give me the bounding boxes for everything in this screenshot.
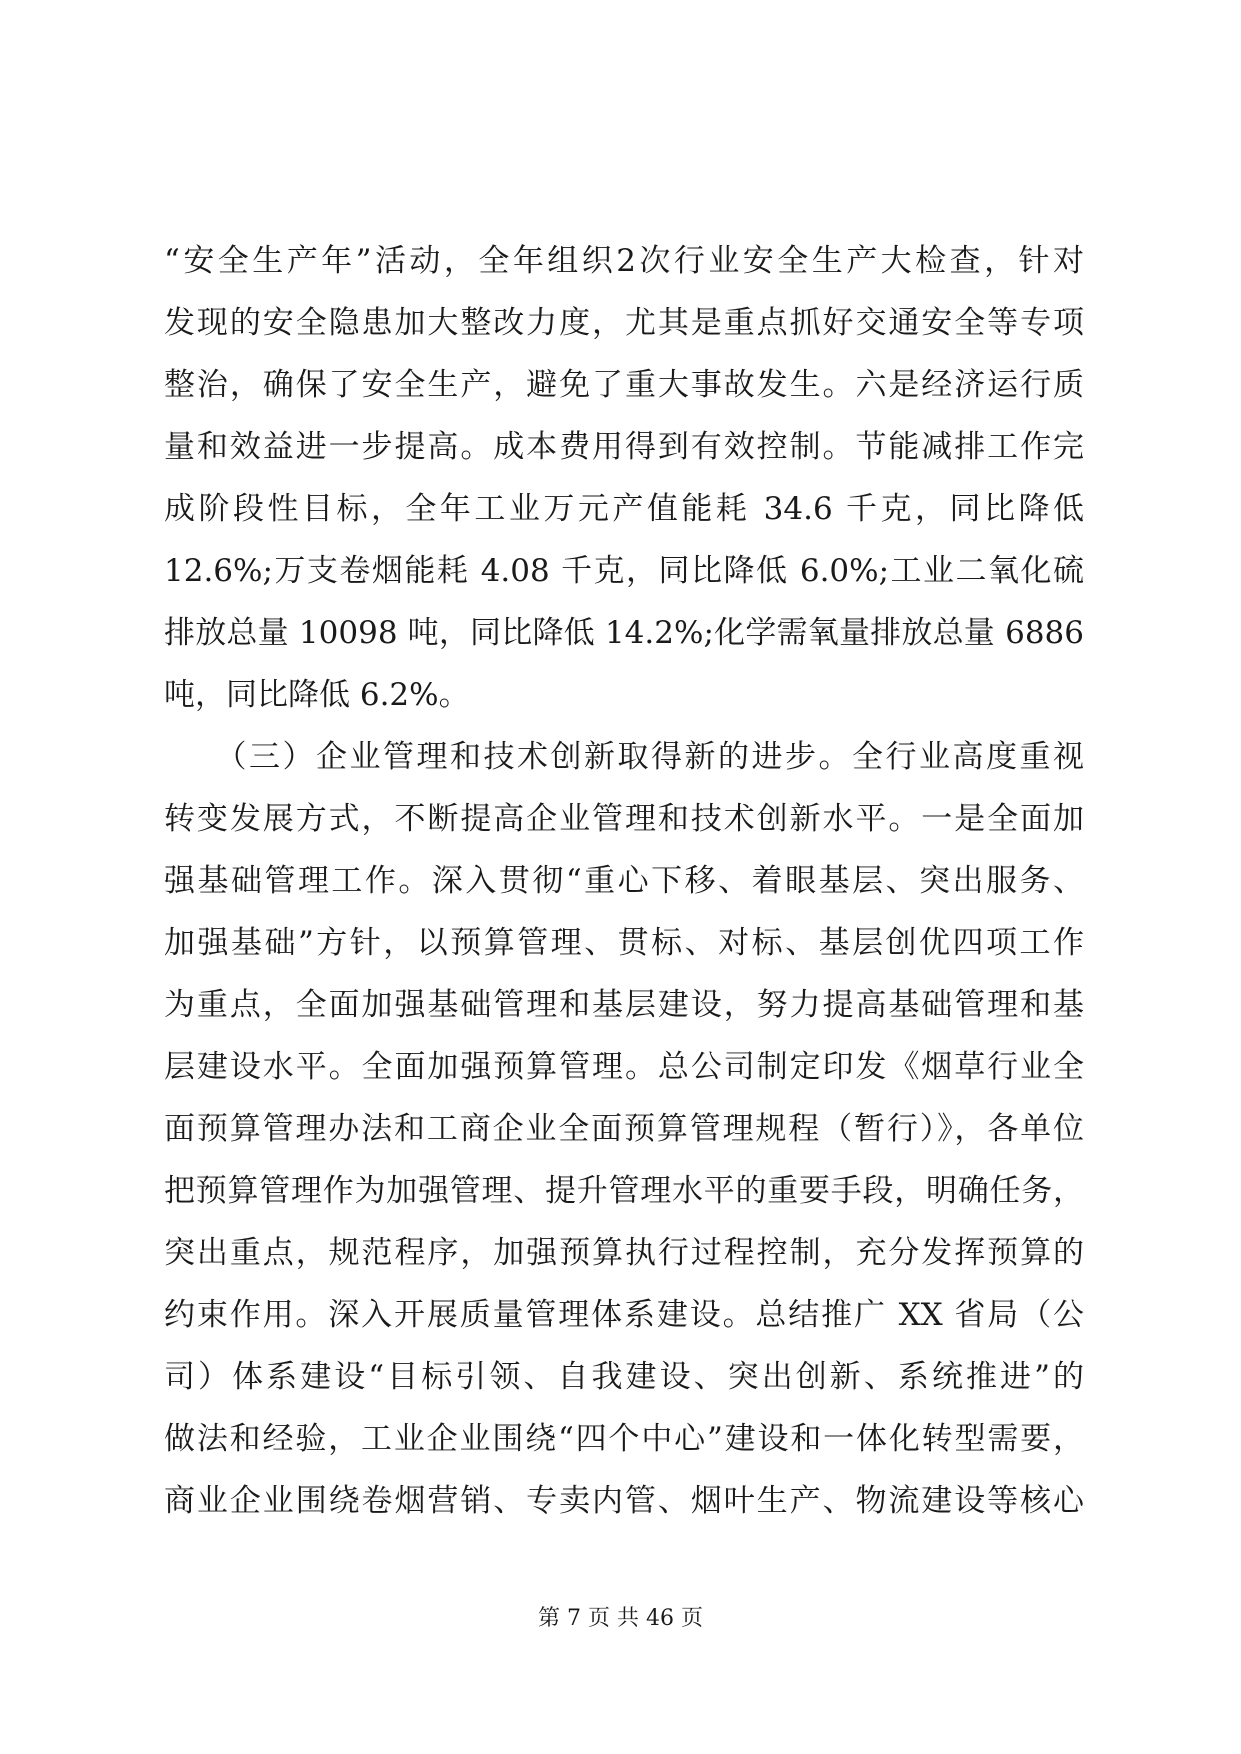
text-line: 约束作用。深入开展质量管理体系建设。总结推广 XX 省局（公 [164,1297,1084,1333]
text-line: 加强基础”方针，以预算管理、贯标、对标、基层创优四项工作 [164,925,1084,961]
text-line: 转变发展方式，不断提高企业管理和技术创新水平。一是全面加 [164,801,1084,837]
text-line: 层建设水平。全面加强预算管理。总公司制定印发《烟草行业全 [164,1049,1084,1085]
page-footer: 第 7 页 共 46 页 [538,1606,703,1631]
text-line: 商业企业围绕卷烟营销、专卖内管、烟叶生产、物流建设等核心 [164,1483,1084,1519]
text-line: 量和效益进一步提高。成本费用得到有效控制。节能减排工作完 [164,429,1084,465]
text-line: 成阶段性目标，全年工业万元产值能耗 34.6 千克，同比降低 [164,491,1084,527]
text-line: 发现的安全隐患加大整改力度，尤其是重点抓好交通安全等专项 [164,305,1084,341]
body-text [164,230,1084,1532]
text-line: 面预算管理办法和工商企业全面预算管理规程（暂行）》，各单位 [164,1111,1084,1147]
text-line: 把预算管理作为加强管理、提升管理水平的重要手段，明确任务， [164,1173,1084,1209]
text-line: “安全生产年”活动，全年组织2次行业安全生产大检查，针对 [164,243,1084,279]
text-line: 为重点，全面加强基础管理和基层建设，努力提高基础管理和基 [164,987,1084,1023]
text-line: 排放总量 10098 吨，同比降低 14.2%;化学需氧量排放总量 6886 [164,615,1084,651]
text-line: 12.6%;万支卷烟能耗 4.08 千克，同比降低 6.0%;工业二氧化硫 [164,553,1084,589]
text-line: （三）企业管理和技术创新取得新的进步。全行业高度重视 [164,739,1084,775]
text-line: 突出重点，规范程序，加强预算执行过程控制，充分发挥预算的 [164,1235,1084,1271]
text-line: 司）体系建设“目标引领、自我建设、突出创新、系统推进”的 [164,1359,1084,1395]
text-line: 吨，同比降低 6.2%。 [164,677,470,713]
text-line: 整治，确保了安全生产，避免了重大事故发生。六是经济运行质 [164,367,1084,403]
text-line: 做法和经验，工业企业围绕“四个中心”建设和一体化转型需要， [164,1421,1084,1457]
text-line: 强基础管理工作。深入贯彻“重心下移、着眼基层、突出服务、 [164,863,1084,899]
